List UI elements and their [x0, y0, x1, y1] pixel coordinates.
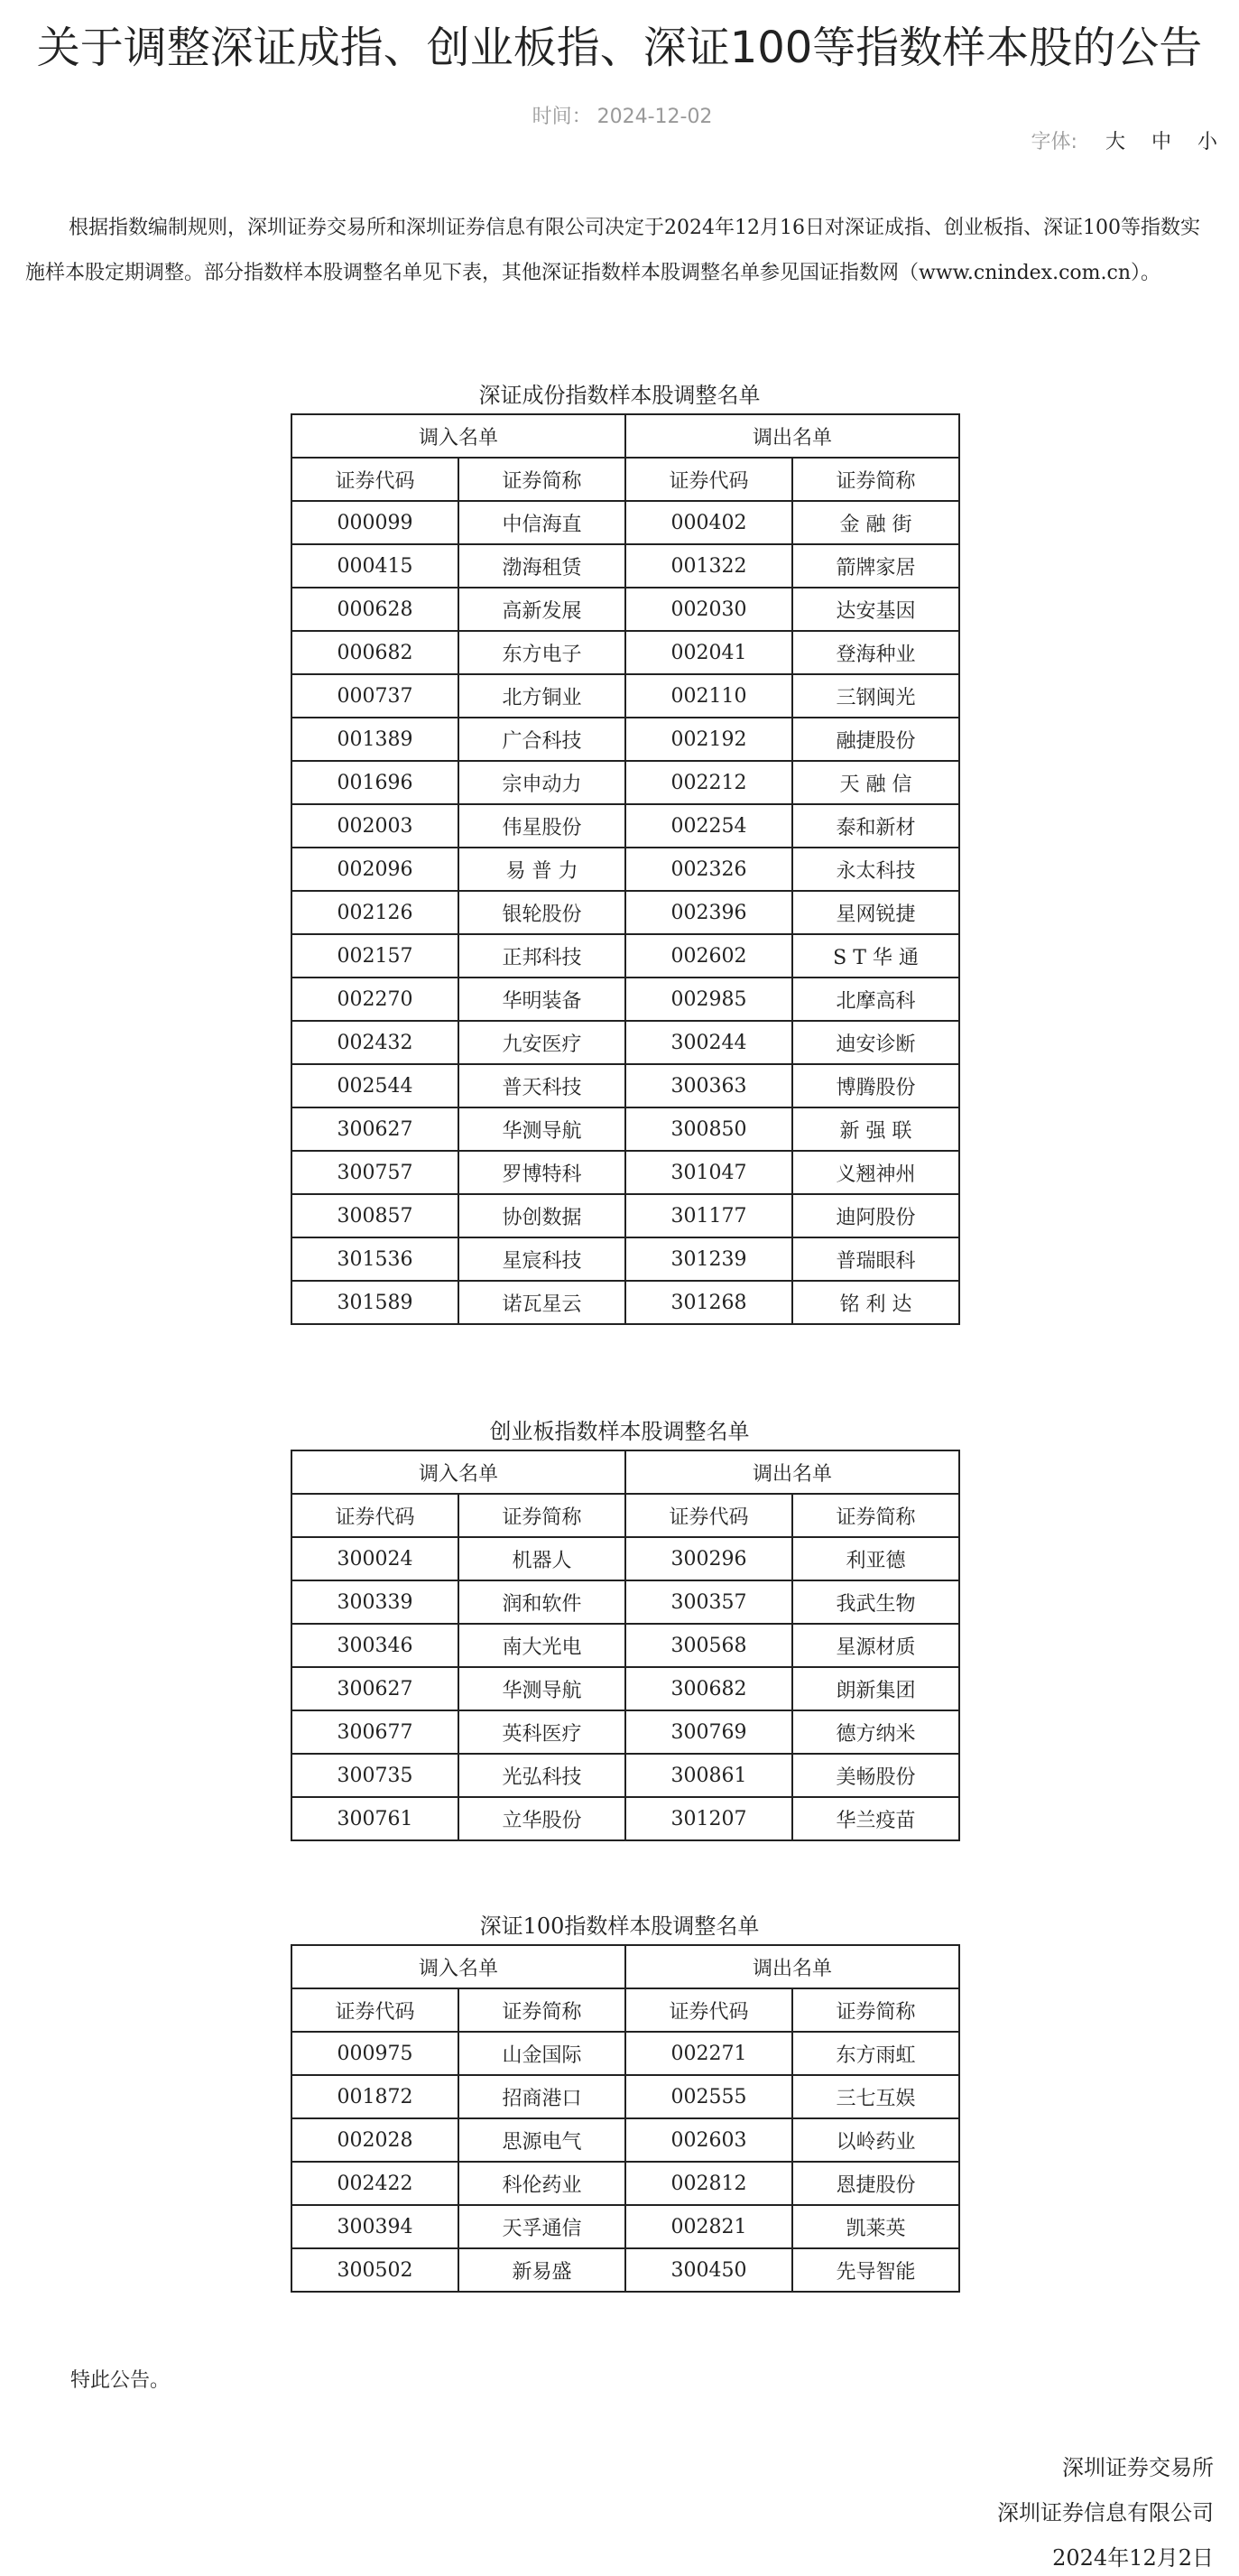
- time-label: 时间：: [532, 106, 592, 128]
- stock-name-out: 德方纳米: [792, 1710, 959, 1754]
- stock-name-in: 中信海直: [458, 501, 625, 544]
- stock-code-in: 300677: [291, 1710, 458, 1754]
- table-row: [291, 631, 959, 674]
- stock-code-out: 300850: [625, 1107, 792, 1151]
- stock-code-out: 002041: [625, 631, 792, 674]
- stock-code-in: 300761: [291, 1797, 458, 1840]
- table-caption-chinext: 创业板指数样本股调整名单: [489, 1419, 750, 1444]
- col-header-code-in: 证券代码: [291, 1988, 458, 2032]
- font-size-label: 字体:: [1031, 131, 1077, 153]
- stock-name-in: 渤海租赁: [458, 544, 625, 588]
- table-row: [291, 1194, 959, 1237]
- stock-code-in: 300757: [291, 1151, 458, 1194]
- stock-name-in: 科伦药业: [458, 2162, 625, 2205]
- out-list-header: 调出名单: [625, 1945, 959, 1988]
- stock-code-in: 300627: [291, 1107, 458, 1151]
- col-header-name-in: 证券简称: [458, 1988, 625, 2032]
- stock-code-out: 002555: [625, 2075, 792, 2118]
- stock-name-in: 润和软件: [458, 1580, 625, 1624]
- stock-name-out: 华兰疫苗: [792, 1797, 959, 1840]
- stock-name-in: 星宸科技: [458, 1237, 625, 1281]
- stock-name-in: 华测导航: [458, 1107, 625, 1151]
- table-row: [291, 891, 959, 934]
- table-row: [291, 1537, 959, 1580]
- table-row: [291, 1667, 959, 1710]
- stock-code-in: 300394: [291, 2205, 458, 2248]
- table-row: [291, 978, 959, 1021]
- stock-name-out: 新 强 联: [792, 1107, 959, 1151]
- adjustment-table-chinext: [291, 1450, 960, 1841]
- col-header-name-in: 证券简称: [458, 1494, 625, 1537]
- font-size-medium-button[interactable]: 中: [1151, 131, 1171, 153]
- stock-code-in: 002422: [291, 2162, 458, 2205]
- stock-name-out: 金 融 街: [792, 501, 959, 544]
- table-row: [291, 1237, 959, 1281]
- stock-name-out: 三钢闽光: [792, 674, 959, 718]
- stock-name-in: 光弘科技: [458, 1754, 625, 1797]
- page-title: 关于调整深证成指、创业板指、深证100等指数样本股的公告: [36, 23, 1203, 73]
- adjustment-table-sz100: [291, 1944, 960, 2293]
- stock-name-out: S T 华 通: [792, 934, 959, 978]
- table-row: [291, 1624, 959, 1667]
- stock-name-in: 伟星股份: [458, 804, 625, 848]
- table-row: [291, 1797, 959, 1840]
- stock-code-in: 000099: [291, 501, 458, 544]
- stock-code-in: 001389: [291, 718, 458, 761]
- stock-code-in: 001872: [291, 2075, 458, 2118]
- col-header-code-out: 证券代码: [625, 458, 792, 501]
- stock-name-out: 三七互娱: [792, 2075, 959, 2118]
- table-row: [291, 1064, 959, 1107]
- stock-name-out: 箭牌家居: [792, 544, 959, 588]
- stock-code-in: 002270: [291, 978, 458, 1021]
- stock-name-in: 高新发展: [458, 588, 625, 631]
- stock-code-out: 002821: [625, 2205, 792, 2248]
- stock-name-out: 天 融 信: [792, 761, 959, 804]
- stock-code-in: 300857: [291, 1194, 458, 1237]
- table-row: [291, 2032, 959, 2075]
- stock-name-out: 融捷股份: [792, 718, 959, 761]
- col-header-code-out: 证券代码: [625, 1494, 792, 1537]
- stock-name-in: 天孚通信: [458, 2205, 625, 2248]
- table-row: [291, 1710, 959, 1754]
- table-row: [291, 804, 959, 848]
- out-list-header: 调出名单: [625, 414, 959, 458]
- stock-name-out: 凯莱英: [792, 2205, 959, 2248]
- stock-code-out: 002030: [625, 588, 792, 631]
- stock-code-in: 002096: [291, 848, 458, 891]
- stock-name-out: 星源材质: [792, 1624, 959, 1667]
- stock-name-in: 北方铜业: [458, 674, 625, 718]
- stock-name-out: 美畅股份: [792, 1754, 959, 1797]
- col-header-code-in: 证券代码: [291, 1494, 458, 1537]
- announcement-paragraph: 根据指数编制规则，深圳证券交易所和深圳证券信息有限公司决定于2024年12月16日对深证成指、创业板指、深证100等指数实施样本股定期调整。部分指数样本股调整名单见下表，其他深证指数样本股调整名单参见国证指数网（www.cnindex.com.cn）。: [25, 217, 1200, 284]
- stock-name-in: 九安医疗: [458, 1021, 625, 1064]
- stock-name-in: 机器人: [458, 1537, 625, 1580]
- stock-code-in: 000415: [291, 544, 458, 588]
- stock-code-out: 000402: [625, 501, 792, 544]
- stock-name-in: 山金国际: [458, 2032, 625, 2075]
- stock-name-out: 恩捷股份: [792, 2162, 959, 2205]
- table-row: [291, 761, 959, 804]
- table-row: [291, 2075, 959, 2118]
- stock-name-in: 协创数据: [458, 1194, 625, 1237]
- stock-code-out: 001322: [625, 544, 792, 588]
- publish-time: [0, 101, 1239, 129]
- col-header-code-in: 证券代码: [291, 458, 458, 501]
- stock-code-out: 002192: [625, 718, 792, 761]
- stock-name-in: 诺瓦星云: [458, 1281, 625, 1324]
- stock-name-in: 立华股份: [458, 1797, 625, 1840]
- col-header-code-out: 证券代码: [625, 1988, 792, 2032]
- time-value: 2024-12-02: [596, 106, 713, 128]
- stock-name-out: 迪安诊断: [792, 1021, 959, 1064]
- table-row: [291, 1754, 959, 1797]
- table-row: [291, 1021, 959, 1064]
- stock-code-out: 002812: [625, 2162, 792, 2205]
- out-list-header: 调出名单: [625, 1450, 959, 1494]
- stock-name-out: 义翘神州: [792, 1151, 959, 1194]
- stock-name-in: 华测导航: [458, 1667, 625, 1710]
- in-list-header: 调入名单: [291, 414, 625, 458]
- stock-code-out: 301268: [625, 1281, 792, 1324]
- table-row: [291, 501, 959, 544]
- table-caption-sz100: 深证100指数样本股调整名单: [479, 1913, 760, 1939]
- stock-code-in: 001696: [291, 761, 458, 804]
- closing-remark: 特此公告。: [70, 2369, 171, 2392]
- font-size-small-button[interactable]: 小: [1197, 131, 1217, 153]
- stock-code-in: 000737: [291, 674, 458, 718]
- table-body: [291, 2032, 959, 2292]
- stock-code-out: 002110: [625, 674, 792, 718]
- table-body: [291, 1537, 959, 1840]
- stock-code-out: 300363: [625, 1064, 792, 1107]
- stock-name-out: 朗新集团: [792, 1667, 959, 1710]
- stock-code-in: 002003: [291, 804, 458, 848]
- stock-name-in: 思源电气: [458, 2118, 625, 2162]
- stock-code-out: 002985: [625, 978, 792, 1021]
- stock-code-out: 301239: [625, 1237, 792, 1281]
- stock-code-out: 002396: [625, 891, 792, 934]
- stock-name-in: 罗博特科: [458, 1151, 625, 1194]
- stock-code-in: 301589: [291, 1281, 458, 1324]
- stock-code-out: 002254: [625, 804, 792, 848]
- stock-code-out: 002603: [625, 2118, 792, 2162]
- col-header-name-out: 证券简称: [792, 1494, 959, 1537]
- table-row: [291, 2162, 959, 2205]
- table-row: [291, 848, 959, 891]
- signature-company: 深圳证券信息有限公司: [997, 2500, 1214, 2525]
- stock-code-in: 002126: [291, 891, 458, 934]
- stock-name-in: 银轮股份: [458, 891, 625, 934]
- table-row: [291, 718, 959, 761]
- stock-name-in: 英科医疗: [458, 1710, 625, 1754]
- stock-code-out: 300861: [625, 1754, 792, 1797]
- stock-name-in: 正邦科技: [458, 934, 625, 978]
- stock-name-in: 招商港口: [458, 2075, 625, 2118]
- stock-code-out: 300450: [625, 2248, 792, 2292]
- stock-name-out: 永太科技: [792, 848, 959, 891]
- stock-code-out: 002326: [625, 848, 792, 891]
- table-row: [291, 1281, 959, 1324]
- stock-name-out: 先导智能: [792, 2248, 959, 2292]
- stock-name-out: 我武生物: [792, 1580, 959, 1624]
- stock-name-in: 广合科技: [458, 718, 625, 761]
- table-caption-szci: 深证成份指数样本股调整名单: [478, 383, 761, 408]
- font-size-switcher: [1031, 126, 1217, 154]
- stock-name-in: 南大光电: [458, 1624, 625, 1667]
- stock-name-in: 东方电子: [458, 631, 625, 674]
- stock-name-out: 博腾股份: [792, 1064, 959, 1107]
- stock-code-out: 002271: [625, 2032, 792, 2075]
- col-header-name-out: 证券简称: [792, 1988, 959, 2032]
- col-header-name-in: 证券简称: [458, 458, 625, 501]
- stock-code-in: 000628: [291, 588, 458, 631]
- table-row: [291, 2205, 959, 2248]
- stock-code-in: 000682: [291, 631, 458, 674]
- table-row: [291, 1151, 959, 1194]
- stock-name-in: 易 普 力: [458, 848, 625, 891]
- table-row: [291, 544, 959, 588]
- stock-code-in: 300735: [291, 1754, 458, 1797]
- stock-code-out: 300296: [625, 1537, 792, 1580]
- stock-code-in: 300339: [291, 1580, 458, 1624]
- stock-code-in: 300502: [291, 2248, 458, 2292]
- table-row: [291, 674, 959, 718]
- stock-name-out: 泰和新材: [792, 804, 959, 848]
- stock-code-in: 300627: [291, 1667, 458, 1710]
- in-list-header: 调入名单: [291, 1945, 625, 1988]
- table-row: [291, 1580, 959, 1624]
- stock-name-out: 利亚德: [792, 1537, 959, 1580]
- stock-code-out: 300357: [625, 1580, 792, 1624]
- stock-code-out: 300682: [625, 1667, 792, 1710]
- stock-code-out: 301177: [625, 1194, 792, 1237]
- adjustment-table-szci: [291, 413, 960, 1325]
- stock-name-out: 登海种业: [792, 631, 959, 674]
- stock-name-out: 铭 利 达: [792, 1281, 959, 1324]
- in-list-header: 调入名单: [291, 1450, 625, 1494]
- stock-name-out: 以岭药业: [792, 2118, 959, 2162]
- stock-name-in: 宗申动力: [458, 761, 625, 804]
- table-row: [291, 2248, 959, 2292]
- stock-name-in: 新易盛: [458, 2248, 625, 2292]
- col-header-name-out: 证券简称: [792, 458, 959, 501]
- stock-code-in: 002028: [291, 2118, 458, 2162]
- stock-name-out: 星网锐捷: [792, 891, 959, 934]
- stock-name-out: 普瑞眼科: [792, 1237, 959, 1281]
- stock-code-in: 002432: [291, 1021, 458, 1064]
- stock-code-in: 300346: [291, 1624, 458, 1667]
- stock-code-out: 002212: [625, 761, 792, 804]
- stock-code-out: 300244: [625, 1021, 792, 1064]
- font-size-large-button[interactable]: 大: [1105, 131, 1125, 153]
- stock-name-out: 北摩高科: [792, 978, 959, 1021]
- stock-name-out: 东方雨虹: [792, 2032, 959, 2075]
- stock-code-in: 300024: [291, 1537, 458, 1580]
- signature-date: 2024年12月2日: [1052, 2545, 1214, 2571]
- stock-code-in: 301536: [291, 1237, 458, 1281]
- stock-code-out: 301047: [625, 1151, 792, 1194]
- stock-code-in: 002157: [291, 934, 458, 978]
- table-row: [291, 1107, 959, 1151]
- table-body: [291, 501, 959, 1324]
- table-row: [291, 934, 959, 978]
- stock-code-out: 300769: [625, 1710, 792, 1754]
- table-row: [291, 2118, 959, 2162]
- stock-name-out: 迪阿股份: [792, 1194, 959, 1237]
- stock-code-in: 000975: [291, 2032, 458, 2075]
- table-row: [291, 588, 959, 631]
- stock-code-out: 301207: [625, 1797, 792, 1840]
- stock-name-in: 普天科技: [458, 1064, 625, 1107]
- stock-code-out: 300568: [625, 1624, 792, 1667]
- stock-code-in: 002544: [291, 1064, 458, 1107]
- stock-name-out: 达安基因: [792, 588, 959, 631]
- stock-name-in: 华明装备: [458, 978, 625, 1021]
- signature-exchange: 深圳证券交易所: [1062, 2455, 1214, 2480]
- stock-code-out: 002602: [625, 934, 792, 978]
